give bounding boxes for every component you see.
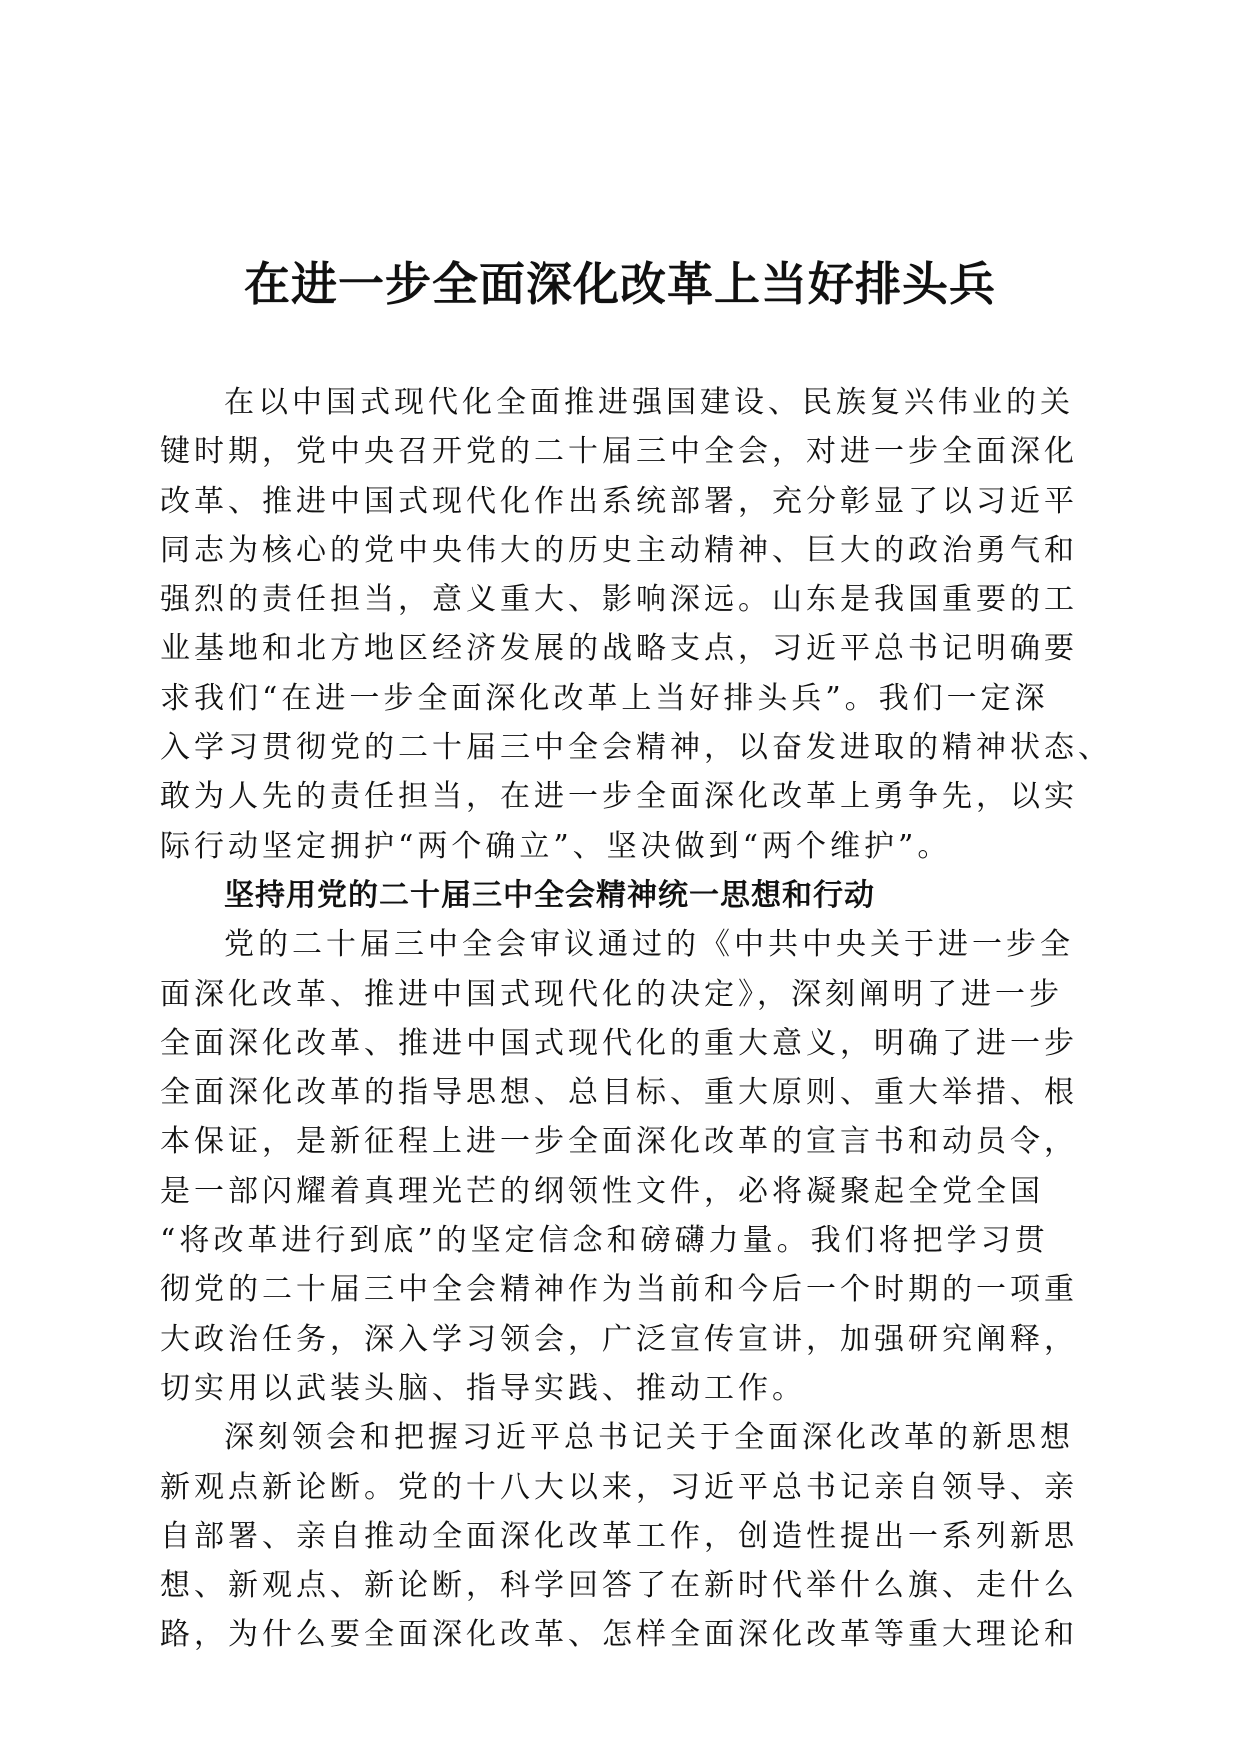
text-line: 强烈的责任担当，意义重大、影响深远。山东是我国重要的工 xyxy=(160,582,1078,618)
text-line: 际行动坚定拥护“两个确立”、坚决做到“两个维护”。 xyxy=(160,828,952,864)
text-line: 面深化改革、推进中国式现代化的决定》，深刻阐明了进一步 xyxy=(160,976,1063,1012)
text-line: 改革、推进中国式现代化作出系统部署，充分彰显了以习近平 xyxy=(160,483,1078,519)
text-line: 入学习贯彻党的二十届三中全会精神，以奋发进取的精神状态、 xyxy=(160,730,1112,766)
section-heading-text: 坚持用党的二十届三中全会精神统一思想和行动 xyxy=(224,877,875,913)
paragraph-decision xyxy=(160,920,1080,1413)
text-line: 求我们“在进一步全面深化改革上当好排头兵”。我们一定深 xyxy=(160,680,1049,716)
text-line: 彻党的二十届三中全会精神作为当前和今后一个时期的一项重 xyxy=(160,1272,1078,1308)
text-line: 全面深化改革的指导思想、总目标、重大原则、重大举措、根 xyxy=(160,1075,1078,1111)
text-line: 自部署、亲自推动全面深化改革工作，创造性提出一系列新思 xyxy=(160,1518,1078,1554)
text-line: 敢为人先的责任担当，在进一步全面深化改革上勇争先，以实 xyxy=(160,779,1078,815)
text-line: 深刻领会和把握习近平总书记关于全面深化改革的新思想 xyxy=(224,1420,1074,1456)
text-line: 同志为核心的党中央伟大的历史主动精神、巨大的政治勇气和 xyxy=(160,532,1078,568)
text-line: 想、新观点、新论断，科学回答了在新时代举什么旗、走什么 xyxy=(160,1568,1078,1604)
text-line: 大政治任务，深入学习领会，广泛宣传宣讲，加强研究阐释， xyxy=(160,1321,1078,1357)
text-line: 业基地和北方地区经济发展的战略支点，习近平总书记明确要 xyxy=(160,631,1078,667)
text-line: 本保证，是新征程上进一步全面深化改革的宣言书和动员令， xyxy=(160,1124,1078,1160)
page-title: 在进一步全面深化改革上当好排头兵 xyxy=(244,257,996,311)
text-line: 切实用以武装头脑、指导实践、推动工作。 xyxy=(160,1370,806,1406)
paragraph-intro xyxy=(160,378,1112,871)
paragraph-thought xyxy=(160,1413,1080,1659)
section-heading xyxy=(160,871,1080,920)
text-line: 全面深化改革、推进中国式现代化的重大意义，明确了进一步 xyxy=(160,1025,1078,1061)
text-line: 键时期，党中央召开党的二十届三中全会，对进一步全面深化 xyxy=(160,434,1078,470)
document-body xyxy=(160,378,1112,1660)
text-line: 路，为什么要全面深化改革、怎样全面深化改革等重大理论和 xyxy=(160,1617,1078,1653)
text-line: 是一部闪耀着真理光芒的纲领性文件，必将凝聚起全党全国 xyxy=(160,1173,1044,1209)
text-line: “将改革进行到底”的坚定信念和磅礴力量。我们将把学习贯 xyxy=(160,1223,1049,1259)
text-line: 在以中国式现代化全面推进强国建设、民族复兴伟业的关 xyxy=(224,385,1074,420)
text-line: 党的二十届三中全会审议通过的《中共中央关于进一步全 xyxy=(224,927,1074,963)
text-line: 新观点新论断。党的十八大以来，习近平总书记亲自领导、亲 xyxy=(160,1469,1078,1505)
